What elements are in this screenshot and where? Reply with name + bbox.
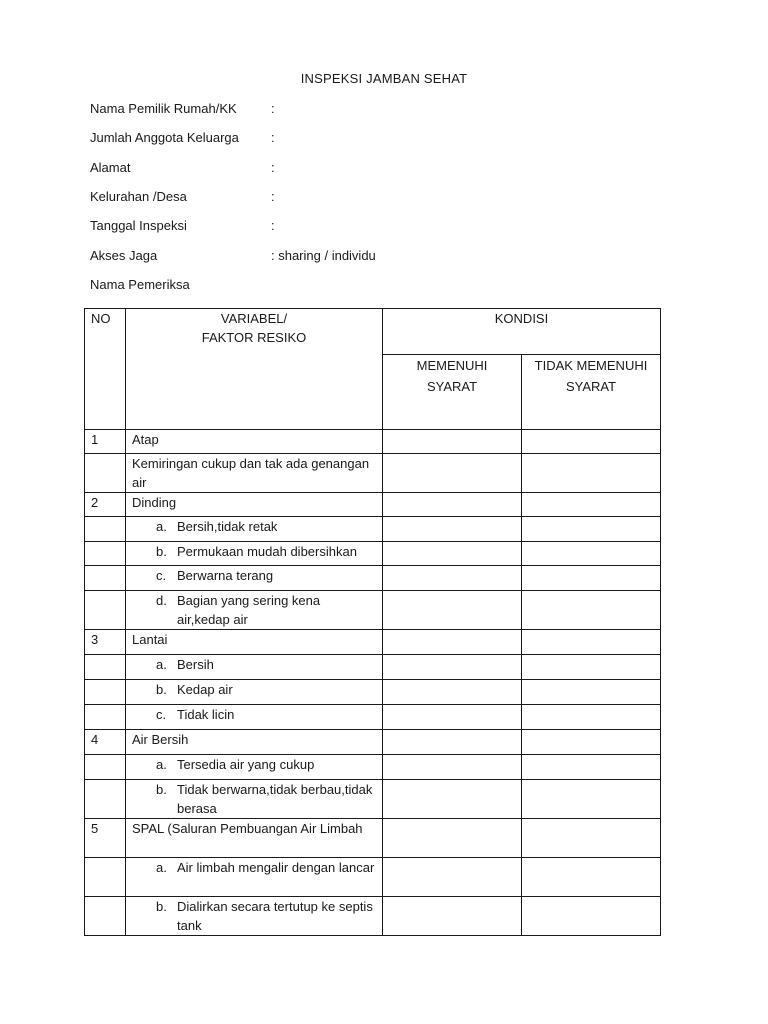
row-variabel-text: Bagian yang sering kena air,kedap air	[177, 593, 321, 627]
row-variabel	[126, 655, 383, 680]
row-no: 5	[85, 819, 126, 858]
table-row	[85, 493, 661, 517]
table-row	[85, 730, 661, 755]
field-alamat	[90, 160, 275, 175]
row-variabel	[126, 680, 383, 705]
cell-memenuhi[interactable]	[383, 858, 522, 897]
cell-memenuhi[interactable]	[383, 493, 522, 517]
list-marker: c.	[156, 707, 167, 722]
field-akses-jaga	[90, 248, 376, 263]
cell-memenuhi[interactable]	[383, 755, 522, 780]
cell-tidak-memenuhi[interactable]	[522, 680, 661, 705]
field-kelurahan-desa	[90, 189, 275, 204]
list-marker: a.	[156, 657, 167, 672]
table-row	[85, 897, 661, 936]
header-variabel	[126, 309, 383, 430]
header-memenuhi-line1: MEMENUHI	[416, 358, 488, 373]
table-row	[85, 591, 661, 630]
row-variabel: Dinding	[126, 493, 383, 517]
row-variabel-text: Tidak berwarna,tidak berbau,tidak berasa	[177, 782, 373, 816]
field-value: :	[271, 189, 275, 204]
row-variabel	[126, 542, 383, 566]
table-row	[85, 780, 661, 819]
row-variabel-text: Berwarna terang	[177, 568, 274, 583]
field-label: Kelurahan /Desa	[90, 189, 187, 204]
row-variabel	[126, 780, 383, 819]
field-label: Jumlah Anggota Keluarga	[90, 130, 239, 145]
table-row	[85, 655, 661, 680]
cell-memenuhi[interactable]	[383, 705, 522, 730]
cell-memenuhi[interactable]	[383, 430, 522, 454]
row-no	[85, 897, 126, 936]
row-no	[85, 705, 126, 730]
header-tidak-memenuhi-line2: SYARAT	[565, 379, 617, 394]
row-variabel: Air Bersih	[126, 730, 383, 755]
table-row	[85, 858, 661, 897]
cell-memenuhi[interactable]	[383, 730, 522, 755]
row-variabel	[126, 705, 383, 730]
table-row	[85, 680, 661, 705]
cell-tidak-memenuhi[interactable]	[522, 858, 661, 897]
table-row	[85, 705, 661, 730]
field-value: :	[271, 101, 275, 116]
list-marker: b.	[156, 544, 167, 559]
row-no	[85, 655, 126, 680]
cell-tidak-memenuhi[interactable]	[522, 430, 661, 454]
field-label: Alamat	[90, 160, 131, 175]
row-variabel-text: Tersedia air yang cukup	[177, 757, 315, 772]
cell-tidak-memenuhi[interactable]	[522, 755, 661, 780]
table-row	[85, 566, 661, 591]
cell-tidak-memenuhi[interactable]	[522, 730, 661, 755]
table-row	[85, 755, 661, 780]
row-no	[85, 755, 126, 780]
row-no	[85, 566, 126, 591]
field-value: : sharing / individu	[271, 248, 376, 263]
cell-memenuhi[interactable]	[383, 566, 522, 591]
row-variabel	[126, 566, 383, 591]
field-jumlah-anggota	[90, 130, 275, 145]
cell-memenuhi[interactable]	[383, 897, 522, 936]
list-marker: c.	[156, 568, 167, 583]
cell-memenuhi[interactable]	[383, 591, 522, 630]
inspection-table	[84, 308, 661, 936]
cell-tidak-memenuhi[interactable]	[522, 517, 661, 542]
row-no	[85, 542, 126, 566]
row-variabel-text: Bersih,tidak retak	[177, 519, 278, 534]
header-tidak-memenuhi-syarat	[522, 355, 661, 430]
list-marker: b.	[156, 782, 167, 797]
cell-tidak-memenuhi[interactable]	[522, 591, 661, 630]
cell-tidak-memenuhi[interactable]	[522, 566, 661, 591]
row-variabel: Atap	[126, 430, 383, 454]
cell-tidak-memenuhi[interactable]	[522, 630, 661, 655]
row-no	[85, 517, 126, 542]
row-no: 4	[85, 730, 126, 755]
cell-tidak-memenuhi[interactable]	[522, 655, 661, 680]
row-no	[85, 591, 126, 630]
cell-tidak-memenuhi[interactable]	[522, 705, 661, 730]
row-variabel	[126, 897, 383, 936]
row-variabel-text: Dialirkan secara tertutup ke septis tank	[177, 899, 373, 933]
field-nama-pemeriksa	[90, 277, 271, 292]
table-row	[85, 542, 661, 566]
header-no: NO	[85, 309, 126, 430]
field-label: Akses Jaga	[90, 248, 158, 263]
row-variabel-text: Kedap air	[177, 682, 233, 697]
row-variabel	[126, 517, 383, 542]
row-variabel	[126, 591, 383, 630]
list-marker: b.	[156, 899, 167, 914]
document-title: INSPEKSI JAMBAN SEHAT	[300, 71, 468, 86]
table-row	[85, 430, 661, 454]
list-marker: a.	[156, 757, 167, 772]
list-marker: a.	[156, 860, 167, 875]
field-value: :	[271, 130, 275, 145]
header-kondisi: KONDISI	[383, 309, 661, 355]
field-value: :	[271, 160, 275, 175]
row-variabel-text: Air limbah mengalir dengan lancar	[177, 860, 375, 875]
header-memenuhi-line2: SYARAT	[426, 379, 478, 394]
cell-memenuhi[interactable]	[383, 542, 522, 566]
row-variabel-text: Bersih	[177, 657, 214, 672]
row-no	[85, 680, 126, 705]
header-tidak-memenuhi-line1: TIDAK MEMENUHI	[534, 358, 648, 373]
field-label: Nama Pemeriksa	[90, 277, 190, 292]
row-no: 1	[85, 430, 126, 454]
cell-tidak-memenuhi[interactable]	[522, 897, 661, 936]
cell-tidak-memenuhi[interactable]	[522, 493, 661, 517]
table-row	[85, 819, 661, 858]
cell-tidak-memenuhi[interactable]	[522, 542, 661, 566]
cell-memenuhi[interactable]	[383, 517, 522, 542]
row-no	[85, 454, 126, 493]
header-memenuhi-syarat	[383, 355, 522, 430]
cell-memenuhi[interactable]	[383, 780, 522, 819]
row-variabel	[126, 858, 383, 897]
cell-memenuhi[interactable]	[383, 454, 522, 493]
cell-memenuhi[interactable]	[383, 680, 522, 705]
row-no: 2	[85, 493, 126, 517]
cell-memenuhi[interactable]	[383, 655, 522, 680]
field-label: Tanggal Inspeksi	[90, 218, 187, 233]
field-tanggal-inspeksi	[90, 218, 275, 233]
header-variabel-line2: FAKTOR RESIKO	[201, 330, 307, 345]
field-label: Nama Pemilik Rumah/KK	[90, 101, 237, 116]
row-variabel: Kemiringan cukup dan tak ada genangan air	[126, 454, 383, 493]
field-nama-pemilik	[90, 101, 275, 116]
list-marker: d.	[156, 593, 167, 608]
cell-tidak-memenuhi[interactable]	[522, 819, 661, 858]
table-row	[85, 517, 661, 542]
cell-memenuhi[interactable]	[383, 630, 522, 655]
list-marker: b.	[156, 682, 167, 697]
row-variabel: Lantai	[126, 630, 383, 655]
row-variabel-text: Permukaan mudah dibersihkan	[177, 544, 357, 559]
row-no	[85, 780, 126, 819]
row-variabel	[126, 755, 383, 780]
cell-tidak-memenuhi[interactable]	[522, 780, 661, 819]
header-variabel-line1: VARIABEL/	[220, 311, 288, 326]
field-value: :	[271, 218, 275, 233]
table-row	[85, 454, 661, 493]
cell-tidak-memenuhi[interactable]	[522, 454, 661, 493]
cell-memenuhi[interactable]	[383, 819, 522, 858]
row-no: 3	[85, 630, 126, 655]
row-variabel: SPAL (Saluran Pembuangan Air Limbah	[126, 819, 383, 858]
table-row	[85, 630, 661, 655]
row-no	[85, 858, 126, 897]
row-variabel-text: Tidak licin	[177, 707, 235, 722]
list-marker: a.	[156, 519, 167, 534]
